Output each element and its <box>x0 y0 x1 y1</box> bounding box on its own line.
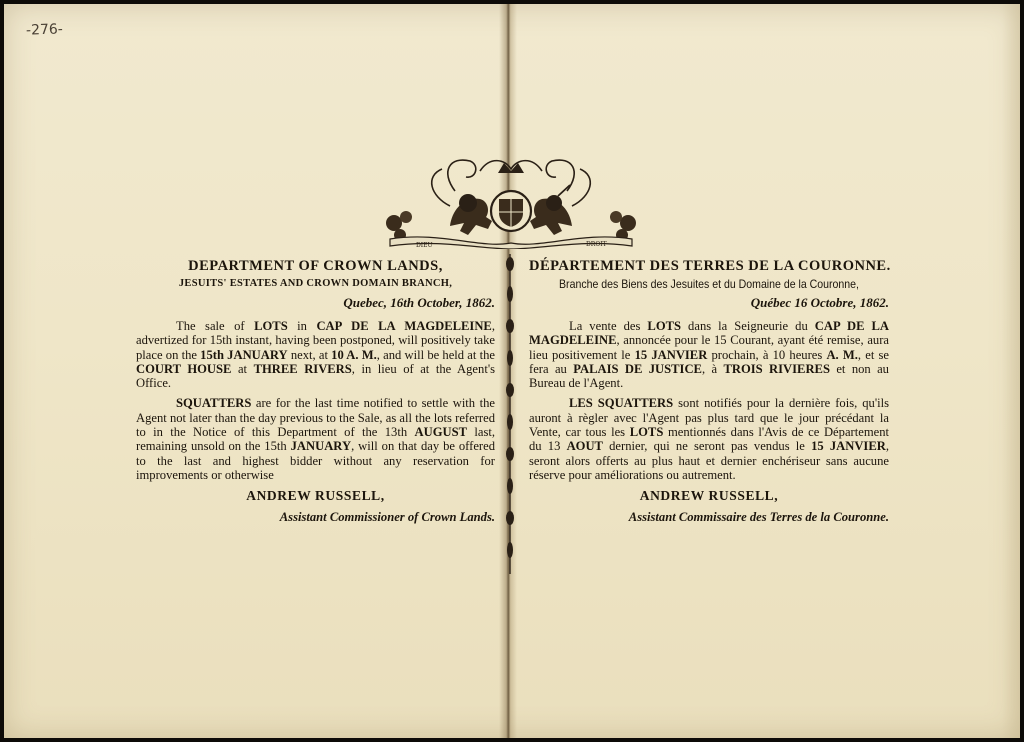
french-subheading: Branche des Biens des Jesuites et du Domaine de la Couronne, <box>559 277 859 291</box>
archive-note: -276- <box>25 21 64 39</box>
document-sheet <box>4 4 1020 738</box>
french-signature: ANDREW RUSSELL, <box>639 488 779 504</box>
french-heading: DÉPARTEMENT DES TERRES DE LA COURONNE. <box>529 258 891 274</box>
french-notice <box>529 257 889 525</box>
french-paragraph-squatters: LES SQUATTERS sont notifiés pour la dernière fois, qu'ils auront à règler avec l'Agent pas plus tard que le jour précédant la Vente, car tous les LOTS mentionnés dans l'Avis de ce Département du 13 AOUT dernier, qui ne seront pas vendus le 15 JANVIER, seront alors offerts au plus haut et dernier enchériseur sans aucune réserve pour améliorations ou autrement. <box>529 396 889 482</box>
royal-coat-of-arms-icon <box>380 151 642 249</box>
english-paragraph-sale: The sale of LOTS in CAP DE LA MAGDELEINE, advertized for 15th instant, having been postponed, will positively take place on the 15th JANUARY next, at 10 A. M., and will be held at the COURT HOUSE at THREE RIVERS, in lieu of at the Agent's Office. <box>136 319 495 391</box>
english-paragraph-squatters: SQUATTERS are for the last time notified to settle with the Agent not later than the day previous to the Sale, as all the lots referred to in the Notice of this Department of the 13th AUGUST last, remaining unsold on the 15th JANUARY, will on that day be offered to the last and highest bidder without any reservation for improvements or otherwise <box>136 396 495 482</box>
english-subheading: JESUITS' ESTATES AND CROWN DOMAIN BRANCH, <box>178 278 453 289</box>
english-signatory-title: Assistant Commissioner of Crown Lands. <box>279 510 495 525</box>
english-notice <box>136 257 495 525</box>
motto-left: DIEU <box>416 242 433 249</box>
french-dateline: Québec 16 Octobre, 1862. <box>750 295 889 310</box>
page-edge-shading <box>1002 4 1020 738</box>
motto-right: DROIT <box>586 241 607 248</box>
english-heading: DEPARTMENT OF CROWN LANDS, <box>188 258 443 274</box>
french-paragraph-sale: La vente des LOTS dans la Seigneurie du CAP DE LA MAGDELEINE, annoncée pour le 15 Courant, ayant été remise, aura lieu positivement le 15 JANVIER prochain, à 10 heures A. M., et se fera au PALAIS DE JUSTICE, à TROIS RIVIERES et non au Bureau de l'Agent. <box>529 319 889 391</box>
french-signatory-title: Assistant Commissaire des Terres de la Couronne. <box>628 510 889 525</box>
english-dateline: Quebec, 16th October, 1862. <box>343 295 495 310</box>
vertical-ornament-divider <box>503 254 517 574</box>
english-signature: ANDREW RUSSELL, <box>246 488 385 504</box>
